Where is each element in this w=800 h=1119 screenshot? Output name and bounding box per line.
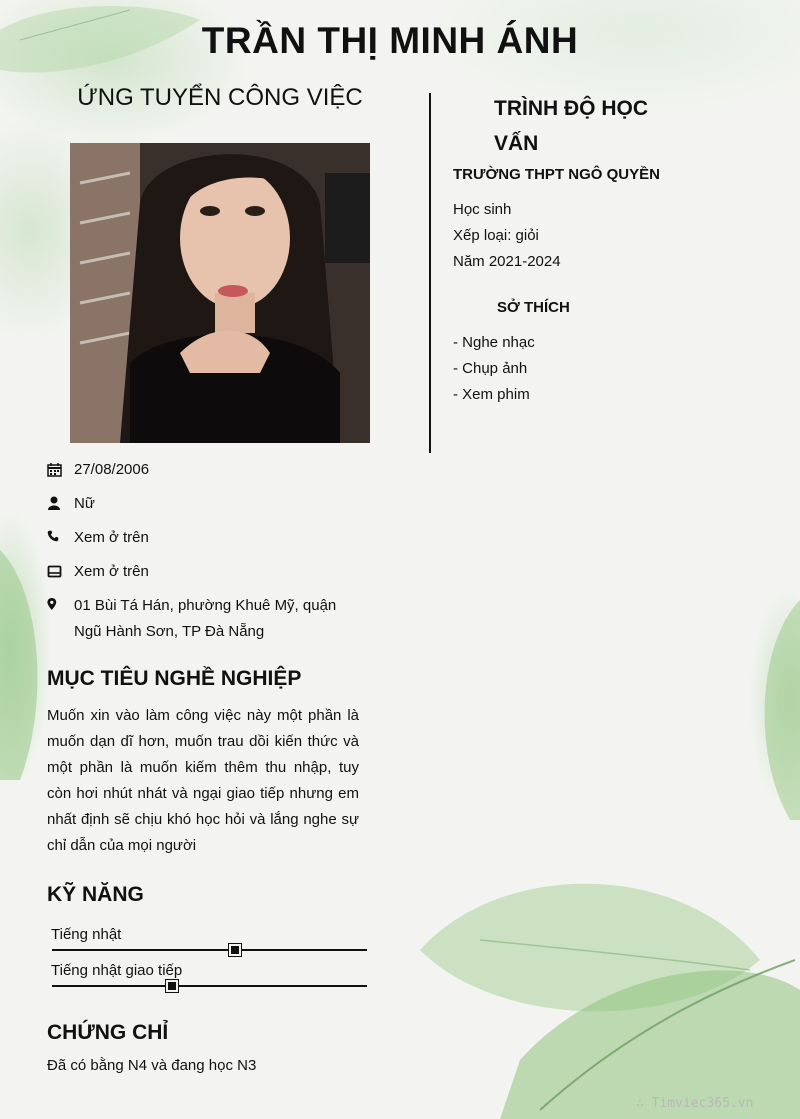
leaf-decoration-left xyxy=(0,540,50,780)
candidate-name: TRẦN THỊ MINH ÁNH xyxy=(201,20,579,61)
email-value: Xem ở trên xyxy=(74,563,149,580)
school-name: TRƯỜNG THPT NGÔ QUYỀN xyxy=(453,166,660,183)
objective-text: Muốn xin vào làm công việc này một phần là muốn dạn dĩ hơn, muốn trau dồi kiến thức và một phần là muốn kiếm thêm thu nhập, tuy còn hơi nhút nhát và ngại giao tiếp nhưng em nhất định sẽ chịu khó học hỏi và lắng nghe sự chỉ dẫn của mọi người xyxy=(47,707,359,854)
certificates-title: CHỨNG CHỈ xyxy=(47,1021,169,1044)
portrait-photo xyxy=(70,143,370,443)
address-value: 01 Bùi Tá Hán, phường Khuê Mỹ, quận Ngũ Hành Sơn, TP Đà Nẵng xyxy=(74,597,337,640)
hobbies-title: SỞ THÍCH xyxy=(497,299,570,316)
hobby-item: - Xem phim xyxy=(453,386,530,403)
watermark: ∴ Timviec365.vn xyxy=(636,1096,754,1111)
education-details xyxy=(453,197,561,275)
calendar-icon xyxy=(47,462,63,478)
education-line: Năm 2021-2024 xyxy=(453,253,561,270)
skill-name: Tiếng nhật giao tiếp xyxy=(51,962,183,979)
user-icon xyxy=(47,496,63,512)
column-divider xyxy=(429,93,431,453)
education-line: Xếp loại: giỏi xyxy=(453,227,539,244)
skill-level-handle xyxy=(166,980,178,992)
skills-title: KỸ NĂNG xyxy=(47,883,144,906)
education-title: TRÌNH ĐỘ HỌC VẤN xyxy=(494,97,648,155)
skill-name: Tiếng nhật xyxy=(51,926,122,943)
leaf-decoration-bottom-right xyxy=(380,840,800,1119)
hobbies-list xyxy=(453,330,535,408)
birthday-value: 27/08/2006 xyxy=(74,461,150,478)
hobby-item: - Nghe nhạc xyxy=(453,334,535,351)
education-line: Học sinh xyxy=(453,201,512,218)
email-icon xyxy=(47,564,63,580)
phone-icon xyxy=(47,530,63,546)
hobby-item: - Chụp ảnh xyxy=(453,360,528,377)
gender-value: Nữ xyxy=(74,495,95,512)
certificates-text: Đã có bằng N4 và đang học N3 xyxy=(47,1057,257,1074)
job-position: ỨNG TUYỂN CÔNG VIỆC xyxy=(77,84,363,111)
leaf-decoration-right xyxy=(740,600,800,820)
objective-title: MỤC TIÊU NGHỀ NGHIỆP xyxy=(47,667,302,690)
skill-level-bar xyxy=(52,985,367,987)
skill-level-handle xyxy=(229,944,241,956)
map-pin-icon xyxy=(47,598,63,614)
skill-level-bar xyxy=(52,949,367,951)
profile-photo xyxy=(70,143,370,443)
phone-value: Xem ở trên xyxy=(74,529,149,546)
